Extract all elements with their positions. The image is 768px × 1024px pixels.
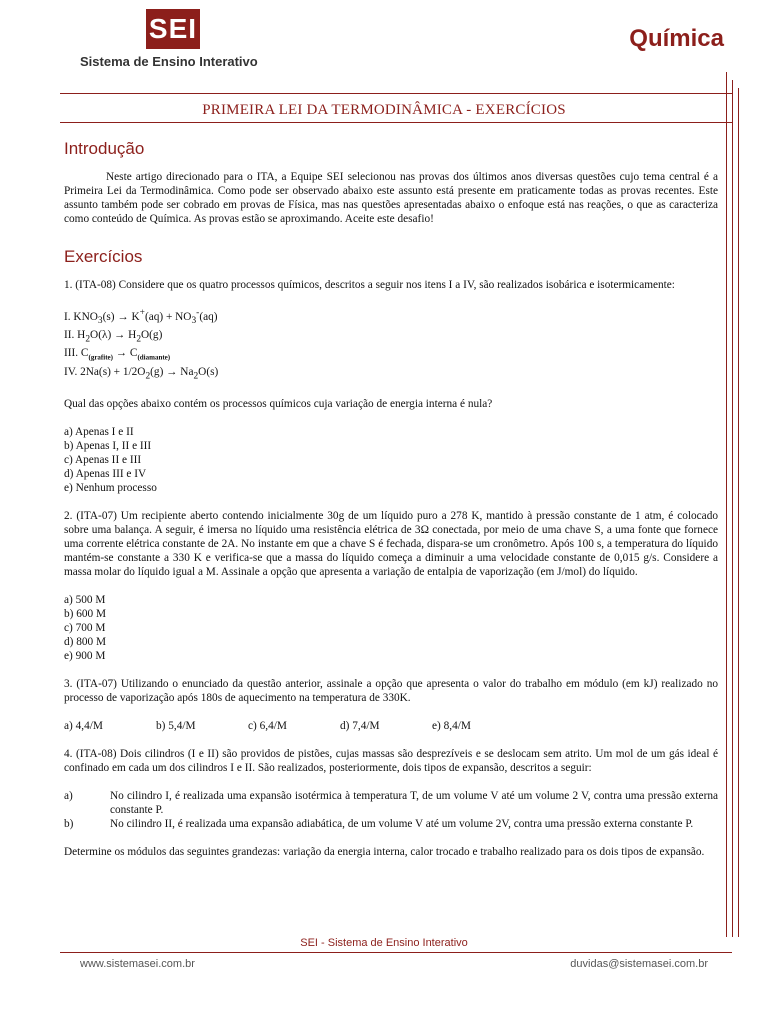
- process-2: II. $H_2O(\lambda) \to H_2O(g)$: [64, 329, 163, 345]
- q2-option: a) 500 M: [64, 593, 106, 606]
- footer-title: SEI - Sistema de Ensino Interativo: [300, 937, 468, 949]
- q4-item: [64, 789, 718, 817]
- right-vertical-rule-3: [738, 88, 739, 937]
- q4-closing: Determine os módulos das seguintes grandezas: variação da energia interna, calor trocado e trabalho realizado para os dois tipos de expansão.: [64, 845, 705, 858]
- q1-option: a) Apenas I e II: [64, 425, 134, 438]
- q1-option: c) Apenas II e III: [64, 453, 142, 466]
- q1-question: Qual das opções abaixo contém os processos químicos cuja variação de energia interna é nula?: [64, 397, 493, 410]
- q2-statement: 2. (ITA-07) Um recipiente aberto contendo inicialmente 30g de um líquido puro a 278 K, mantido à pressão constante de 1 atm, é colocado sobre uma balança. A seguir, é imersa no líquido uma resistência elétrica de 3Ω conectada, por meio de uma chave S, a uma fonte que fornece uma corrente elétrica constante de 2A. No instante em que a chave S é fechada, dispara-se um cronômetro. Após 100 s, a temperatura do líquido mantém-se constante a 330 K e verifica-se que a massa do líquido começa a diminuir a uma velocidade constante de 0,015 g/s. Considere a massa molar do líquido igual a M. Assinale a opção que apresenta a variação de entalpia de vaporização (em J/mol) do líquido.: [64, 509, 718, 578]
- footer-website-link[interactable]: www.sistemasei.com.br: [80, 958, 195, 970]
- q2-options: [64, 593, 718, 663]
- q2-option: d) 800 M: [64, 635, 107, 648]
- q1-statement: 1. (ITA-08) Considere que os quatro processos químicos, descritos a seguir nos itens I a IV, são realizados isobárica e isotermicamente:: [64, 279, 675, 291]
- q4-item: [64, 817, 718, 831]
- q1-option: d) Apenas III e IV: [64, 467, 147, 480]
- q3-option: b) 5,4/M: [156, 719, 196, 732]
- intro-paragraph: Neste artigo direcionado para o ITA, a Equipe SEI selecionou nas provas dos últimos anos diversas questões cujo tema central é a Primeira Lei da Termodinâmica. Como pode ser observado abaixo este assunto está presente em praticamente todas as provas recentes. Este assunto também pode ser cobrado em provas de Física, mas nas questões apresentadas abaixo o enfoque está nas reações, o que as caracteriza como conteúdo de Química. As provas estão se aproximando. Aceite este desafio!: [64, 171, 718, 225]
- subject-title: Química: [629, 25, 724, 52]
- q4-item-text: No cilindro I, é realizada uma expansão isotérmica à temperatura T, de um volume V até um volume 2 V, contra uma pressão externa constante P.: [110, 789, 718, 816]
- q1-options: [64, 425, 718, 495]
- q4-statement: 4. (ITA-08) Dois cilindros (I e II) são providos de pistões, cujas massas são desprezíveis e se deslocam sem atrito. Um mol de um gás ideal é confinado em cada um dos cilindros I e II. São realizados, posteriormente, dois tipos de expansão, descritos a seguir:: [64, 747, 718, 774]
- q1-option: b) Apenas I, II e III: [64, 439, 152, 452]
- q3-statement: 3. (ITA-07) Utilizando o enunciado da questão anterior, assinale a opção que apresenta o valor do trabalho em módulo (em kJ) realizado no processo de vaporização após 180s de aquecimento na temperatura de 330K.: [64, 677, 718, 704]
- q3-option: e) 8,4/M: [432, 719, 471, 732]
- q4-item-text: No cilindro II, é realizada uma expansão adiabática, de um volume V até um volume 2V, contra uma pressão externa constante P.: [110, 817, 694, 830]
- title-rule: [60, 122, 732, 123]
- process-3: III. $C_{(grafite)} \to C_{(diamante)}$: [64, 347, 171, 362]
- q3-option: d) 7,4/M: [340, 719, 380, 732]
- process-4: IV. $2Na(s) + 1/2O_2(g) \to Na_2O(s)$: [64, 365, 219, 381]
- sei-logo: SEI: [146, 9, 200, 49]
- q2-option: c) 700 M: [64, 621, 106, 634]
- q2-option: e) 900 M: [64, 649, 106, 662]
- top-rule: [60, 93, 732, 94]
- q3-option: c) 6,4/M: [248, 719, 287, 732]
- q4-item-label: b): [64, 817, 74, 830]
- right-vertical-rule-2: [732, 80, 733, 937]
- exercises-heading: Exercícios: [64, 247, 143, 266]
- right-vertical-rule-1: [726, 72, 727, 937]
- footer-rule: [60, 952, 732, 953]
- q3-option: a) 4,4/M: [64, 719, 103, 732]
- q3-options: [64, 719, 718, 733]
- document-body: [64, 138, 718, 859]
- q1-processes: [64, 306, 718, 383]
- footer-email-link[interactable]: duvidas@sistemasei.com.br: [570, 958, 708, 970]
- intro-heading: Introdução: [64, 139, 145, 158]
- document-title: PRIMEIRA LEI DA TERMODINÂMICA - EXERCÍCIOS: [202, 102, 566, 118]
- q1-option: e) Nenhum processo: [64, 481, 157, 494]
- q2-option: b) 600 M: [64, 607, 107, 620]
- process-1: I. $KNO_3(s) \to K^+(aq) + NO_3^-(aq)$: [64, 308, 218, 327]
- q4-item-label: a): [64, 789, 73, 802]
- logo-subtitle: Sistema de Ensino Interativo: [80, 54, 258, 69]
